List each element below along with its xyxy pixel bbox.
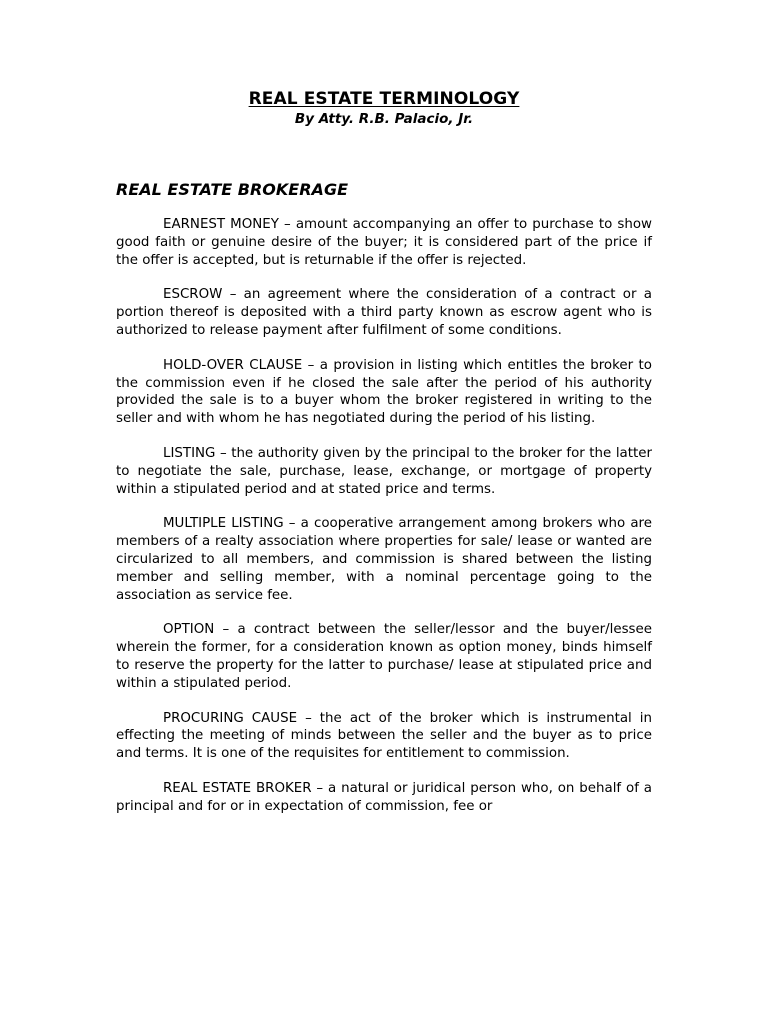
definition-option: OPTION – a contract between the seller/lessor and the buyer/lessee wherein the former, for a consideration known as option money, binds himself to reserve the property for the latter to purchase/ lease at stipulated price and within a stipulated period.: [116, 622, 652, 691]
definition-hold-over-clause: HOLD-OVER CLAUSE – a provision in listing which entitles the broker to the commission even if he closed the sale after the period of his authority provided the sale is to a buyer whom the broker registered in writing to the seller and with whom he has negotiated during the period of his listing.: [116, 357, 652, 427]
definition-real-estate-broker: REAL ESTATE BROKER – a natural or juridical person who, on behalf of a principal and for or in expectation of commission, fee or: [116, 780, 652, 814]
definition-multiple-listing: MULTIPLE LISTING – a cooperative arrangement among brokers who are members of a realty association where properties for sale/ lease or wanted are circularized to all members, and commission is shared between the listing member and selling member, with a nominal percentage going to the association as service fee.: [116, 516, 652, 603]
section-heading: REAL ESTATE BROKERAGE: [116, 180, 348, 199]
document-title: REAL ESTATE TERMINOLOGY: [248, 89, 520, 109]
definition-listing: LISTING – the authority given by the principal to the broker for the latter to negotiate the sale, purchase, lease, exchange, or mortgage of property within a stipulated period and at stated price and terms.: [116, 445, 652, 497]
definition-procuring-cause: PROCURING CAUSE – the act of the broker which is instrumental in effecting the meeting of minds between the seller and the buyer as to price and terms. It is one of the requisites for entitlement to commission.: [116, 710, 652, 762]
document-author: By Atty. R.B. Palacio, Jr.: [294, 111, 474, 127]
definitions-list: [116, 216, 652, 816]
document-page: [116, 88, 652, 833]
definition-earnest-money: EARNEST MONEY – amount accompanying an offer to purchase to show good faith or genuine desire of the buyer; it is considered part of the price if the offer is accepted, but is returnable if the offer is rejected.: [116, 217, 652, 268]
definition-escrow: ESCROW – an agreement where the consideration of a contract or a portion thereof is deposited with a third party known as escrow agent who is authorized to release payment after fulfilment of some conditions.: [116, 287, 652, 338]
